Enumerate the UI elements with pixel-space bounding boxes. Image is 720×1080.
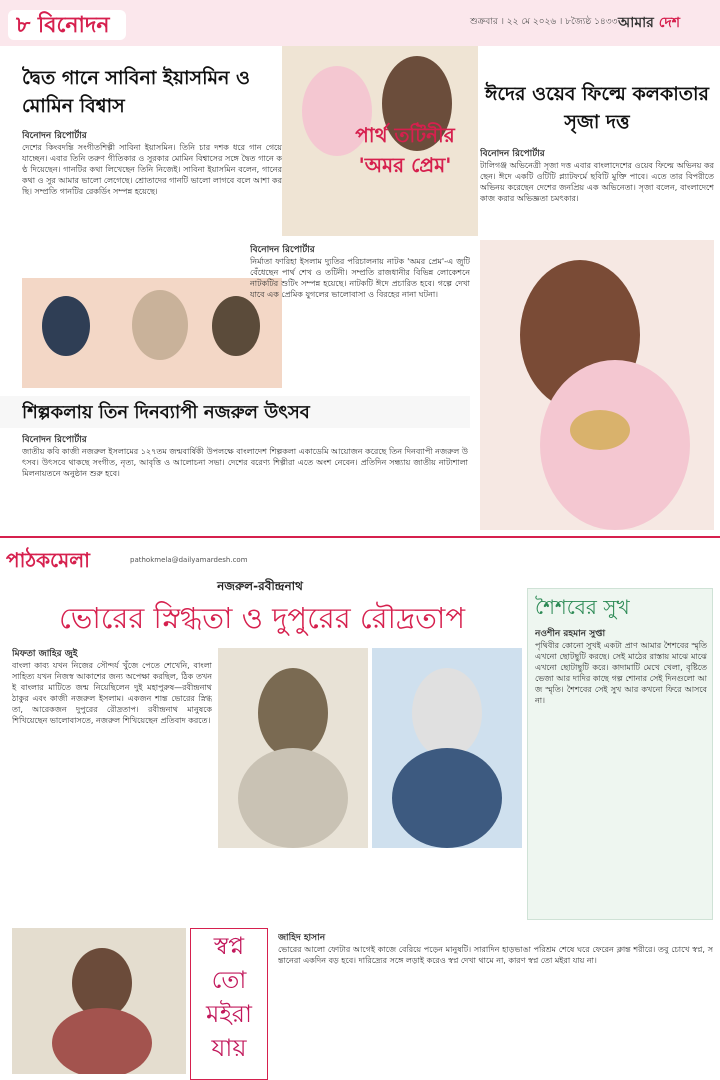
story3-byline: বিনোদন রিপোর্টার xyxy=(480,149,545,158)
poem-line-2: তো xyxy=(211,966,247,994)
pathokmela-subtitle: নজরুল-রবীন্দ্রনাথ xyxy=(217,579,303,593)
newspaper-logo: আমার দেশ xyxy=(618,15,681,31)
pathokmela-byline: মিফতা জাহির জুই xyxy=(12,649,78,658)
pathokmela-email[interactable]: pathokmela@dailyamardesh.com xyxy=(130,556,248,564)
nazrul-photo xyxy=(218,648,368,848)
story3-headline: ঈদের ওয়েব ফিল্মে কলকাতার সৃজা দত্ত xyxy=(485,83,709,133)
story4-headline: শিল্পকলায় তিন দিনব্যাপী নজরুল উৎসব xyxy=(22,402,310,423)
story1-body: দেশের কিংবদন্তি সংগীতশিল্পী সাবিনা ইয়াসমিন। তিনি চার দশক ধরে গান গেয়ে যাচ্ছেন। এবার তিনি তরুণ গীতিকার ও সুরকার মোমিন বিশ্বাসের সঙ্গে দ্বৈত গানে কণ্ঠ দিয়েছেন। গানটির কথা লিখেছেন তিনি নিজেই। সাবিনা ইয়াসমিন বলেন, গানের কথা ও সুর আমার ভালো লেগেছে। শ্রোতাদের গানটি ভালো লাগবে বলে আশা করছি। সম্প্রতি গানটির রেকর্ডিং সম্পন্ন হয়েছে। xyxy=(22,143,282,196)
pathokmela-body: বাংলা কাব্য যখন নিজের সৌন্দর্য খুঁজে পেতে শেখেনি, বাংলা সাহিত্য যখন নিজস্ব আকাশের জন্য অপেক্ষা করছিল, ঠিক তখনই বাংলার মাটিতে জন্ম নিয়েছিলেন দুই মহাপুরুষ—রবীন্দ্রনাথ ঠাকুর এবং কাজী নজরুল ইসলাম। একজন শান্ত ভোরের স্নিগ্ধতা, আরেকজন দুপুরের রৌদ্রতাপ। রবীন্দ্রনাথ মানুষকে শিখিয়েছেন ভালোবাসতে, নজরুল শিখিয়েছেন প্রতিবাদ করতে। xyxy=(12,661,212,725)
story6-photo xyxy=(12,928,186,1074)
story6-byline: জাহিদ হাসান xyxy=(278,933,326,942)
story4-body: জাতীয় কবি কাজী নজরুল ইসলামের ১২৭তম জন্মবার্ষিকী উপলক্ষে বাংলাদেশ শিল্পকলা একাডেমি আয়োজন করেছে তিন দিনব্যাপী নজরুল উৎসব। উৎসবে থাকছে সংগীত, নৃত্য, আবৃত্তি ও আলোচনা সভা। দেশের বরেণ্য শিল্পীরা এতে অংশ নেবেন। প্রতিদিন সন্ধ্যায় জাতীয় নাট্যশালা মিলনায়তনে অনুষ্ঠান শুরু হবে। xyxy=(22,447,468,478)
story2-headline: পার্থ তটিনীর 'অমর প্রেম' xyxy=(355,123,455,177)
poem-line-3: মইরা xyxy=(206,1000,252,1028)
section-divider xyxy=(0,536,720,538)
story1-byline: বিনোদন রিপোর্টার xyxy=(22,131,87,140)
story5-headline: শৈশবের সুখ xyxy=(535,595,630,619)
poem-line-4: যায় xyxy=(211,1034,247,1062)
story6-poem-box xyxy=(190,928,268,1080)
story2-body: নির্মাতা ফারিহা ইসলাম দ্যুতির পরিচালনায় নাটক 'অমর প্রেম'-এ জুটি বেঁধেছেন পার্থ শেখ ও তটিনী। সম্প্রতি রাজধানীর বিভিন্ন লোকেশনে নাটকটির শুটিং সম্পন্ন হয়েছে। নাটকটি ঈদে প্রচারিত হবে। গল্পে দেখা যাবে এক প্রেমিক যুগলের ভালোবাসা ও বিরহের নানা ঘটনা। xyxy=(250,257,470,299)
story1-photo xyxy=(22,278,282,388)
pathokmela-logo: পাঠকমেলা xyxy=(6,548,90,572)
poem-line-1: স্বপ্ন xyxy=(213,932,245,960)
date-line: শুক্রবার । ২২ মে ২০২৬ । ৮জ্যৈষ্ঠ ১৪৩৩ xyxy=(470,17,618,27)
story2-byline: বিনোদন রিপোর্টার xyxy=(250,245,315,254)
story1-headline: দ্বৈত গানে সাবিনা ইয়াসমিন ও মোমিন বিশ্বাস xyxy=(22,67,250,117)
story4-byline: বিনোদন রিপোর্টার xyxy=(22,435,87,444)
story5-byline: নওশীন রহমান সুপ্তা xyxy=(535,629,606,638)
tagore-photo xyxy=(372,648,522,848)
story6-body: ভোরের আলো ফোটার আগেই কাজে বেরিয়ে পড়েন মানুষটি। সারাদিন হাড়ভাঙা পরিশ্রম শেষে ঘরে ফেরেন ক্লান্ত শরীরে। তবু চোখে স্বপ্ন, সন্তানেরা একদিন বড় হবে। দারিদ্র্যের সঙ্গে লড়াই করেও স্বপ্ন দেখা থামে না, কারণ স্বপ্ন তো মইরা যায় না। xyxy=(278,945,713,965)
pathokmela-headline: ভোরের স্নিগ্ধতা ও দুপুরের রৌদ্রতাপ xyxy=(58,601,466,635)
page-label: ৮ বিনোদন xyxy=(8,10,126,40)
story3-photo xyxy=(480,240,714,530)
story5-body: পৃথিবীর কোনো সুখই একটা প্রাণ আমার শৈশবের স্মৃতি এখনো ছোটছুটি করছে। সেই মাঠের রাস্তায় মাঝে মাঝে এখনো ছোটাছুটি করে। কাদামাটি মেখে খেলা, বৃষ্টিতে ভেজা আর দাদির কাছে গল্প শোনার সেই দিনগুলো আজ স্মৃতি। শৈশবের সেই সুখ আর কখনো ফিরে আসবে না। xyxy=(535,641,707,705)
story3-body: টালিগঞ্জ অভিনেত্রী সৃজা দত্ত এবার বাংলাদেশের ওয়েব ফিল্মে অভিনয় করছেন। ঈদে একটি ওটিটি প্ল্যাটফর্মে ছবিটি মুক্তি পাবে। এতে তার বিপরীতে অভিনয় করেছেন দেশের জনপ্রিয় এক অভিনেতা। সৃজা বলেন, বাংলাদেশে কাজ করার অভিজ্ঞতা চমৎকার। xyxy=(480,161,714,203)
